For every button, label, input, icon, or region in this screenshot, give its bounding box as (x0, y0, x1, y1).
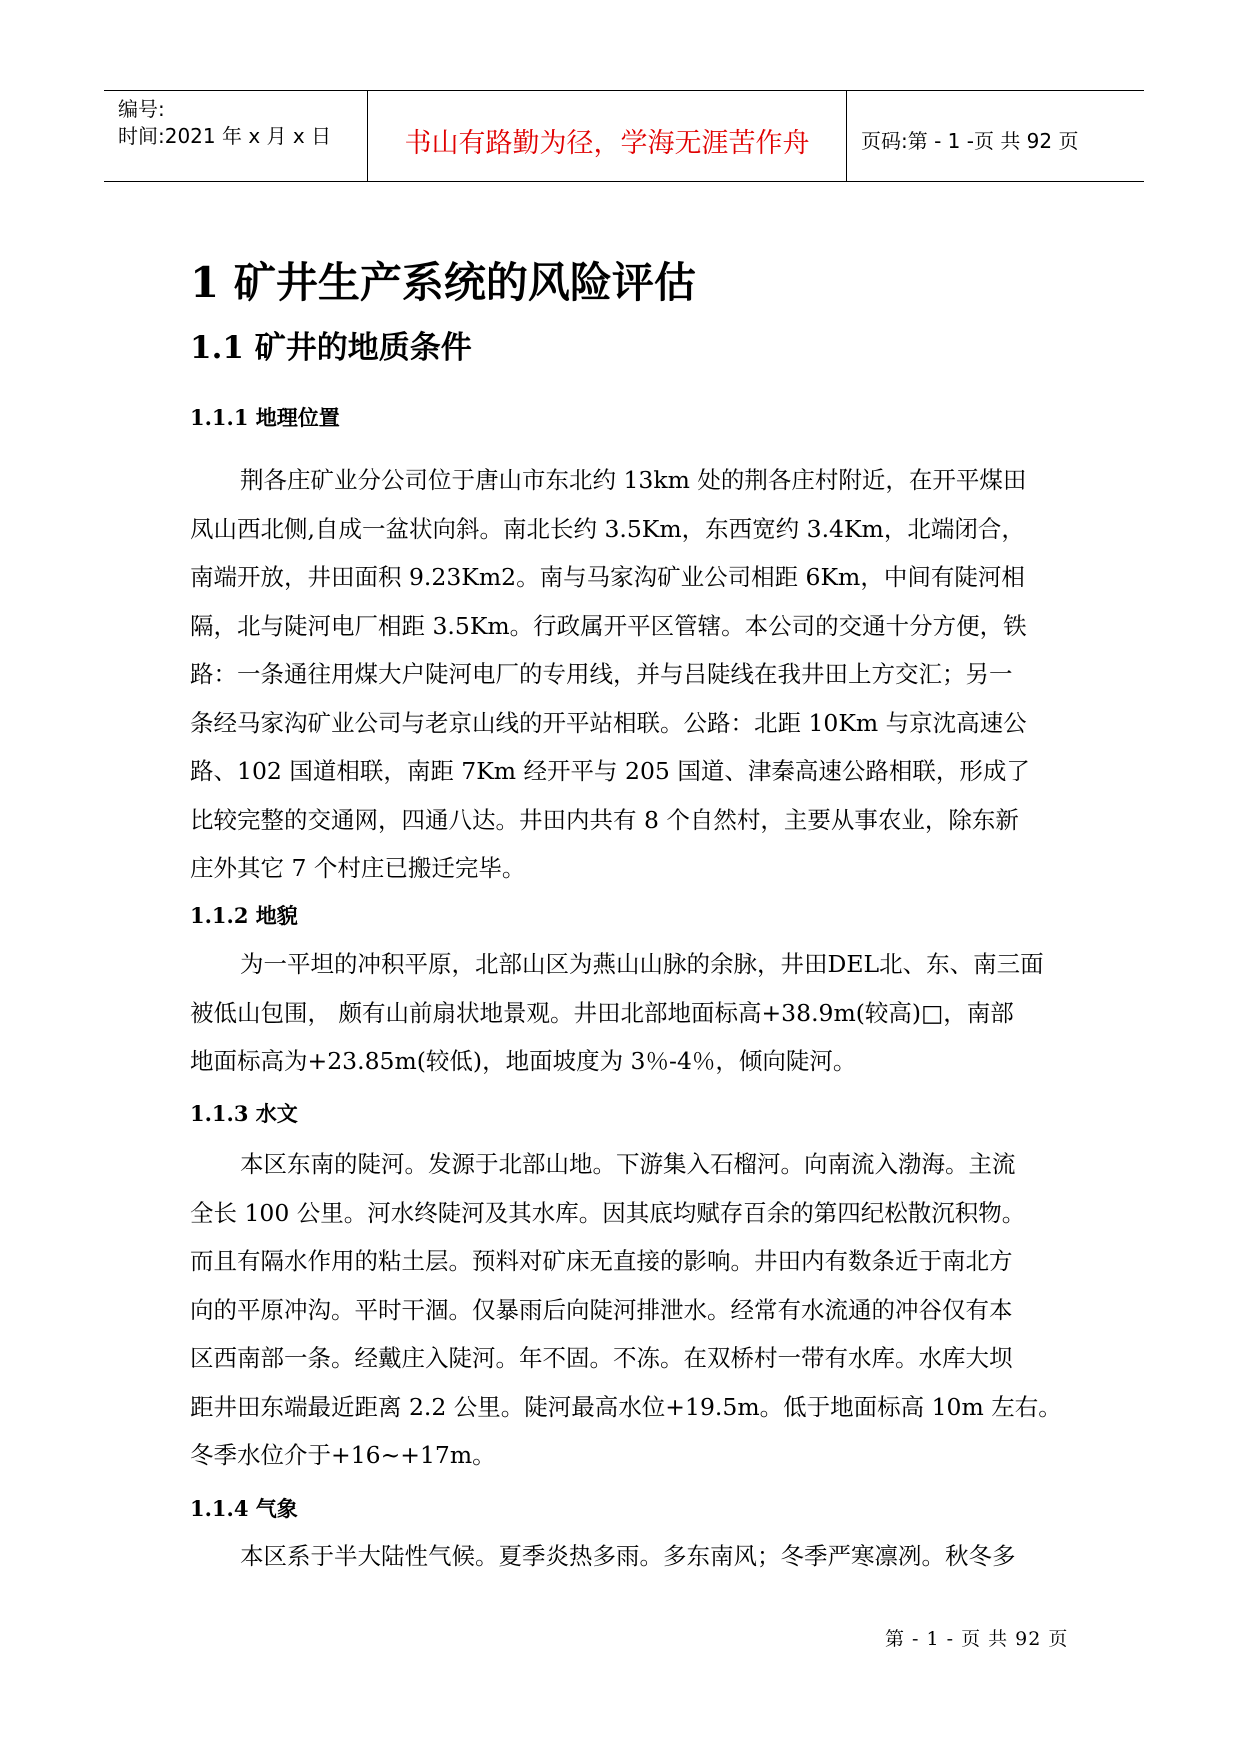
paragraph-line: 比较完整的交通网，四通八达。井田内共有 8 个自然村，主要从事农业，除东新 (190, 805, 1019, 834)
section-heading: 1.1 矿井的地质条件 (190, 330, 472, 366)
paragraph-location (190, 456, 1070, 893)
document-title: 1 矿井生产系统的风险评估 (190, 258, 696, 307)
page-header (104, 90, 1144, 182)
paragraph-line: 而且有隔水作用的粘土层。预料对矿床无直接的影响。井田内有数条近于南北方 (190, 1247, 1013, 1275)
subsection-heading-1-1-3: 1.1.3 水文 (190, 1101, 298, 1126)
paragraph-line: 地面标高为+23.85m(较低)，地面坡度为 3％-4％，倾向陡河。 (190, 1047, 857, 1075)
paragraph-line: 路：一条通往用煤大户陡河电厂的专用线，并与吕陡线在我井田上方交汇；另一 (190, 660, 1013, 688)
paragraph-line: 庄外其它 7 个村庄已搬迁完毕。 (190, 854, 526, 882)
paragraph-line: 本区系于半大陆性气候。夏季炎热多雨。多东南风；冬季严寒凛冽。秋冬多 (240, 1542, 1016, 1570)
page-code: 页码:第 - 1 -页 共 92 页 (861, 129, 1079, 153)
paragraph-line: 条经马家沟矿业公司与老京山线的开平站相联。公路：北距 10Km 与京沈高速公 (190, 708, 1027, 737)
paragraph-line: 距井田东端最近距离 2.2 公里。陡河最高水位+19.5m。低于地面标高 10m 左右。 (190, 1392, 1062, 1421)
paragraph-line: 荆各庄矿业分公司位于唐山市东北约 13km 处的荆各庄村附近，在开平煤田 (240, 466, 1027, 494)
time-label: 时间:2021 年 x 月 x 日 (118, 124, 332, 148)
paragraph-hydrology (190, 1140, 1070, 1480)
header-right-cell (847, 91, 1144, 181)
paragraph-line: 区西南部一条。经戴庄入陡河。年不固。不冻。在双桥村一带有水库。水库大坝 (190, 1344, 1013, 1372)
header-left-cell (104, 91, 368, 181)
paragraph-line: 凤山西北侧,自成一盆状向斜。南北长约 3.5Km，东西宽约 3.4Km，北端闭合， (190, 514, 1025, 543)
serial-label: 编号: (118, 97, 165, 121)
subsection-heading-1-1-4: 1.1.4 气象 (190, 1496, 298, 1521)
paragraph-line: 被低山包围， 颇有山前扇状地景观。井田北部地面标高+38.9m(较高)□，南部 (190, 998, 1014, 1027)
subsection-heading-1-1-1: 1.1.1 地理位置 (190, 405, 340, 430)
paragraph-line: 全长 100 公里。河水终陡河及其水库。因其底均赋存百余的第四纪松散沉积物。 (190, 1198, 1026, 1227)
paragraph-line: 为一平坦的冲积平原，北部山区为燕山山脉的余脉，井田DEL北、东、南三面 (240, 950, 1044, 978)
paragraph-line: 本区东南的陡河。发源于北部山地。下游集入石榴河。向南流入渤海。主流 (240, 1150, 1016, 1178)
paragraph-line: 向的平原冲沟。平时干涸。仅暴雨后向陡河排泄水。经常有水流通的冲谷仅有本 (190, 1295, 1013, 1324)
paragraph-line: 隔，北与陡河电厂相距 3.5Km。行政属开平区管辖。本公司的交通十分方便，铁 (190, 611, 1027, 640)
paragraph-line: 南端开放，井田面积 9.23Km2。南与马家沟矿业公司相距 6Km，中间有陡河相 (190, 563, 1025, 591)
paragraph-climate (190, 1532, 1070, 1581)
paragraph-line: 路、102 国道相联，南距 7Km 经开平与 205 国道、津秦高速公路相联，形成了 (190, 757, 1030, 785)
motto-text: 书山有路勤为径，学海无涯苦作舟 (404, 128, 810, 159)
paragraph-landform (190, 940, 1070, 1086)
header-middle-cell (368, 91, 847, 181)
paragraph-line: 冬季水位介于+16~+17m。 (190, 1441, 496, 1469)
page-footer: 第 - 1 - 页 共 92 页 (885, 1628, 1069, 1650)
subsection-heading-1-1-2: 1.1.2 地貌 (190, 903, 298, 928)
